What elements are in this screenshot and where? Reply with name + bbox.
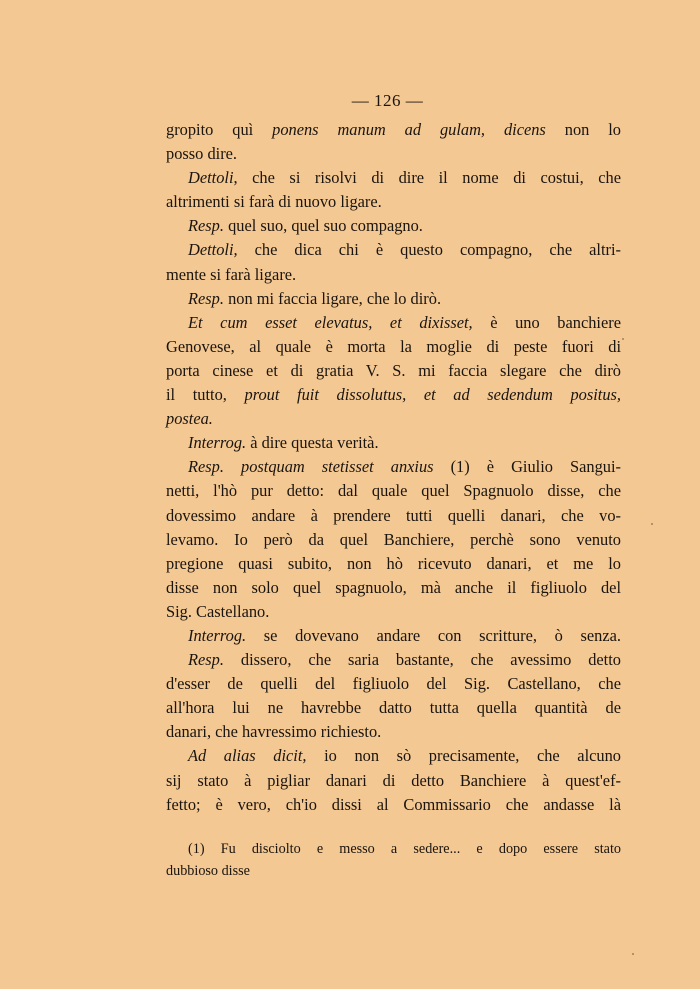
- text-line: [166, 552, 621, 576]
- roman-text: gropito quì: [166, 120, 273, 139]
- italic-text: prout fuit dissolutus, et ad sedendum positus,: [244, 385, 622, 405]
- roman-text: netti, l'hò pur detto: dal quale quel Spagnuolo disse, che: [166, 481, 621, 501]
- italic-text: Dettoli: [188, 168, 234, 188]
- roman-text: posso dire.: [166, 144, 238, 164]
- roman-text: altrimenti si farà di nuovo ligare.: [166, 192, 382, 212]
- italic-text: Resp.: [188, 216, 224, 236]
- roman-text: , che si risolvi di dire il nome di costui, che: [233, 168, 621, 188]
- text-line: [166, 190, 621, 214]
- text-line: [166, 504, 621, 528]
- italic-text: Resp.: [188, 288, 224, 308]
- footnote-line: dubbioso disse: [166, 863, 250, 879]
- text-line: [166, 142, 621, 166]
- roman-text: mente si farà ligare.: [166, 264, 297, 284]
- footnote: [166, 838, 621, 882]
- italic-text: Dettoli,: [188, 240, 238, 260]
- roman-text: (1) è Giulio Sangui-: [433, 457, 621, 477]
- roman-text: d'esser de quelli del figliuolo del Sig. Castellano, che: [166, 674, 621, 694]
- page-number: — 126 —: [351, 91, 424, 110]
- roman-text: io non sò precisamente, che alcuno: [306, 746, 621, 766]
- roman-text: dissero, che saria bastante, che avessimo detto: [223, 650, 621, 670]
- text-line: [166, 769, 621, 793]
- roman-text: che dica chi è questo compagno, che altri-: [237, 240, 621, 260]
- text-line: [166, 528, 621, 552]
- paper-speck: [622, 338, 624, 340]
- paper-speck: [632, 953, 634, 955]
- text-line: [166, 793, 621, 817]
- text-line: [166, 238, 621, 262]
- text-line: [166, 287, 621, 311]
- roman-text: non lo: [545, 120, 621, 139]
- text-line: [166, 335, 621, 359]
- roman-text: danari, che havressimo richiesto.: [166, 722, 382, 742]
- text-line: [166, 576, 621, 600]
- italic-text: Et cum esset elevatus, et dixisset,: [188, 312, 473, 332]
- text-line: [166, 166, 621, 190]
- text-line: [166, 648, 621, 672]
- roman-text: pregione quasi subito, non hò ricevuto danari, et me lo: [166, 553, 621, 573]
- text-line: [166, 744, 621, 768]
- italic-text: Resp.: [188, 650, 224, 670]
- roman-text: Genovese, al quale è morta la moglie di peste fuori di: [166, 336, 621, 356]
- text-line: [166, 383, 621, 407]
- text-line: [166, 431, 621, 455]
- paper-speck: [651, 523, 653, 525]
- text-line: [166, 263, 621, 287]
- roman-text: non mi faccia ligare, che lo dirò.: [223, 288, 442, 308]
- italic-text: Ad alias dicit,: [188, 746, 307, 766]
- text-line: [166, 672, 621, 696]
- italic-text: Resp. postquam stetisset anxius: [188, 457, 434, 477]
- text-line: [166, 359, 621, 383]
- text-line: [166, 624, 621, 648]
- roman-text: sij stato à pigliar danari di detto Banchiere à quest'ef-: [166, 770, 621, 790]
- roman-text: è uno banchiere: [472, 312, 621, 332]
- roman-text: all'hora lui ne havrebbe datto tutta quella quantità de: [166, 698, 621, 718]
- roman-text: dovessimo andare à prendere tutti quelli danari, che vo-: [166, 505, 621, 525]
- roman-text: se dovevano andare con scritture, ò senza.: [246, 625, 621, 645]
- italic-text: Interrog.: [188, 625, 247, 645]
- roman-text: Sig. Castellano.: [166, 601, 270, 621]
- italic-text: ponens manum ad gulam, dicens: [272, 120, 546, 139]
- text-line: [166, 479, 621, 503]
- text-line: [166, 214, 621, 238]
- text-line: [166, 600, 621, 624]
- roman-text: disse non solo quel spagnuolo, mà anche il figliuolo del: [166, 577, 621, 597]
- roman-text: porta cinese et di gratia V. S. mi faccia slegare che dirò: [166, 360, 621, 380]
- footnote-line: (1) Fu disciolto e messo a sedere... e dopo essere stato: [188, 841, 621, 857]
- text-line: [166, 311, 621, 335]
- text-line: [166, 118, 621, 142]
- text-line: [166, 696, 621, 720]
- roman-text: il tutto,: [166, 385, 245, 405]
- roman-text: levamo. Io però da quel Banchiere, perchè sono venuto: [166, 529, 621, 549]
- main-text: [166, 118, 621, 817]
- text-line: [166, 720, 621, 744]
- roman-text: à dire questa verità.: [246, 433, 379, 453]
- italic-text: postea.: [166, 409, 213, 429]
- roman-text: quel suo, quel suo compagno.: [223, 216, 423, 236]
- italic-text: Interrog.: [188, 433, 247, 453]
- text-line: [166, 455, 621, 479]
- text-line: [166, 407, 621, 431]
- roman-text: fetto; è vero, ch'io dissi al Commissario che andasse là: [166, 794, 621, 814]
